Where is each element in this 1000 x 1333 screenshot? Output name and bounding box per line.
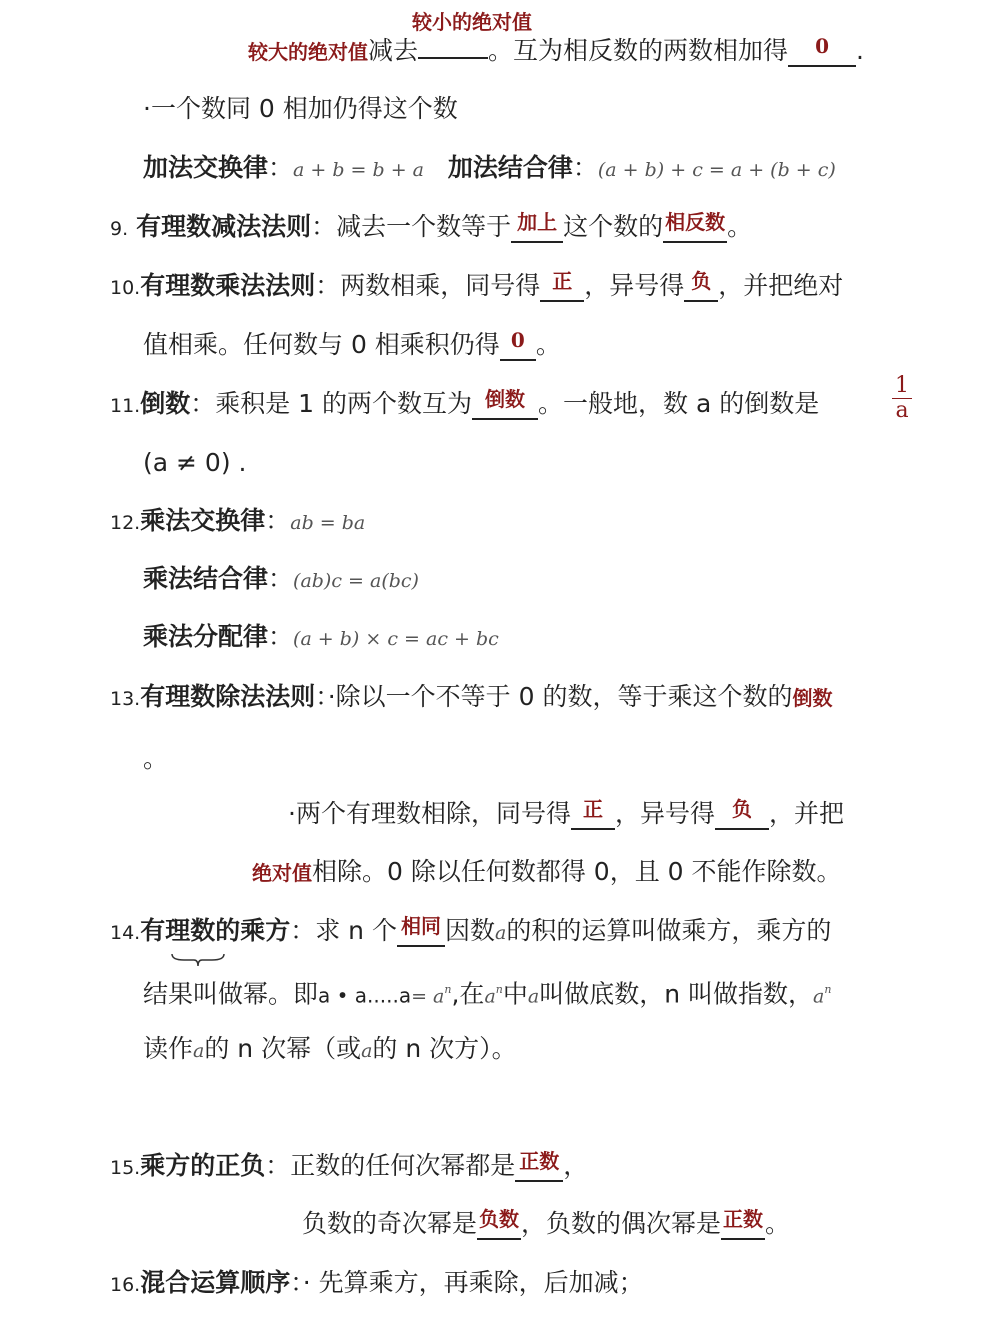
item-14: 14.有理数的乘方：求 n 个 $^{相同}$ 因数a的积的运算叫做乘方，乘方的 [110, 914, 832, 945]
item-13-abs-divide: 绝对值相除。0 除以任何数都得 0，且 0 不能作除数。 [252, 857, 842, 886]
line1-top-annotation: 较小的绝对值 [412, 10, 532, 34]
item-12-commutative: 12.乘法交换律：ab = ba [110, 506, 366, 535]
item-15-cont: 负数的奇次幂是 $^{负数}$，负数的偶次幂是 $^{正数}$。 [302, 1207, 791, 1238]
annotation-larger-abs: 较大的绝对值 [248, 40, 368, 64]
item-16: 16.混合运算顺序：· 先算乘方，再乘除，后加减； [110, 1268, 644, 1297]
line3-addition-laws: 加法交换律：a + b = b + a 加法结合律：(a + b) + c = a + (b + c) [143, 153, 836, 182]
item-11: 11.倒数：乘积是 1 的两个数互为 $^{倒数}$ 。一般地，数 a 的倒数是 [110, 387, 820, 418]
item-13-period: 。 [143, 744, 169, 773]
answer-blank: 0 [788, 38, 856, 67]
item-14-reading: 读作a的 n 次幂（或a的 n 次方）。 [143, 1034, 517, 1063]
item-11-cont: (a ≠ 0) . [143, 448, 247, 477]
item-15: 15.乘方的正负：正数的任何次幂都是 $^{正数}$ ， [110, 1149, 589, 1180]
line2: ·一个数同 0 相加仍得这个数 [143, 94, 458, 123]
item-10: 10.有理数乘法法则：两数相乘，同号得 $^正$ ，异号得 $^负$ ，并把绝对 [110, 269, 844, 300]
item-10-cont: 值相乘。任何数与 0 相乘积仍得 $^0$ 。 [143, 328, 561, 359]
blank [418, 57, 488, 59]
line1: 较大的绝对值减去 。互为相反数的两数相加得 $^0$ . [248, 34, 864, 65]
item-9: 9. 有理数减法法则：减去一个数等于 $^{加上}$ 这个数的 $^{相反数}$。 [110, 210, 753, 241]
reciprocal-fraction: $\frac{1}{a}$ [892, 374, 912, 423]
item-12-distributive: 乘法分配律：(a + b) × c = ac + bc [143, 622, 499, 651]
item-13: 13.有理数除法法则：·除以一个不等于 0 的数，等于乘这个数的倒数 [110, 682, 833, 711]
brace-mark [170, 952, 226, 968]
item-13-division-signs: ·两个有理数相除，同号得 $^正$ ，异号得 $^负$ ，并把 [288, 797, 844, 828]
item-14-cont: 结果叫做幂。即a • $a.....a= a^n$,在$a^n$中a叫做底数，n 叫做指数，$a^n$ [143, 979, 832, 1009]
item-12-associative: 乘法结合律：(ab)c = a(bc) [143, 564, 419, 593]
